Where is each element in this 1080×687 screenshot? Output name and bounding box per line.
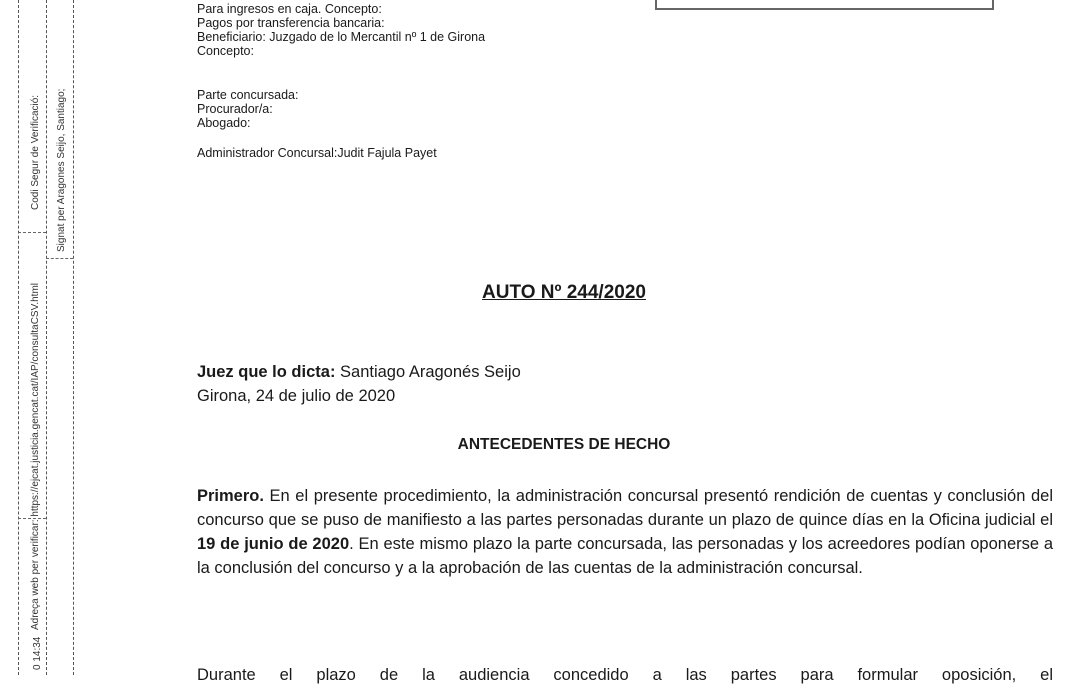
- time-fragment: 0 14:34: [32, 636, 43, 670]
- payment-info: [197, 2, 485, 58]
- margin-border-middle: [46, 0, 47, 675]
- paragraph-label: Primero.: [197, 487, 264, 505]
- party-line: Parte concursada:: [197, 88, 299, 102]
- administrator: Administrador Concursal:Judit Fajula Payet: [197, 146, 437, 160]
- header-line: Pagos por transferencia bancaria:: [197, 16, 385, 30]
- section-heading: ANTECEDENTES DE HECHO: [457, 436, 671, 453]
- place-date: Girona, 24 de julio de 2020: [197, 387, 396, 405]
- paragraph-2: Durante el plazo de la audiencia concedido a las partes para formular oposición, el: [197, 666, 1053, 684]
- judge-label: Juez que lo dicta:: [197, 363, 336, 381]
- margin-separator: [46, 258, 73, 259]
- paragraph-primero: [197, 484, 1053, 580]
- document-title: AUTO Nº 244/2020: [482, 282, 646, 303]
- paragraph-text: En el presente procedimiento, la administración concursal presentó rendición de cuentas y conclusión del concurso que se puso de manifiesto a las partes personadas durante un plazo de quince días en la Oficina judicial el: [197, 487, 1053, 529]
- verify-url: Adreça web per verificar: https://ejcat.justicia.gencat.cat/IAP/consultaCSV.html: [30, 282, 41, 630]
- header-line: Beneficiario: Juzgado de lo Mercantil nº 1 de Girona: [197, 30, 486, 44]
- margin-separator: [18, 232, 46, 233]
- judge-line: [197, 360, 1053, 384]
- highlight-date: 19 de junio de 2020: [197, 535, 350, 553]
- judge-name: Santiago Aragonés Seijo: [335, 363, 521, 381]
- margin-border-left: [18, 0, 19, 675]
- paragraph-text: . En este mismo plazo la parte concursada, las personadas y los acreedores podían oponerse a la conclusión del concurso y a la aprobación de las cuentas de la administración concursal.: [197, 535, 1054, 577]
- header-line: Para ingresos en caja. Concepto:: [197, 2, 382, 16]
- margin-border-right: [73, 0, 74, 675]
- csv-label: Codi Segur de Verificació:: [30, 94, 41, 210]
- signed-by: Signat per Aragones Seijo, Santiago;: [56, 88, 67, 252]
- parties-info: [197, 88, 298, 130]
- party-line: Procurador/a:: [197, 102, 273, 116]
- stamp-box: [655, 0, 994, 10]
- header-line: Concepto:: [197, 44, 254, 58]
- party-line: Abogado:: [197, 116, 251, 130]
